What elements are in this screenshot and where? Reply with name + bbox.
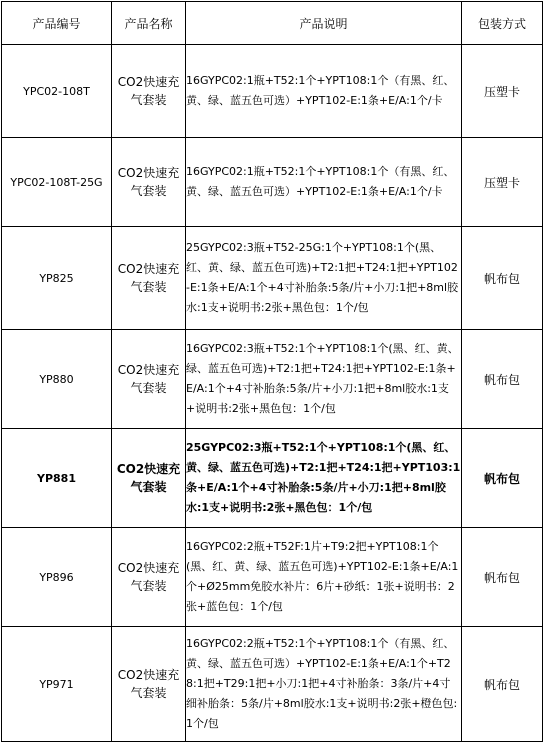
product-code: YP881 bbox=[2, 429, 112, 528]
table-row bbox=[2, 45, 543, 138]
packaging-type: 压塑卡 bbox=[462, 138, 543, 227]
product-code: YPC02-108T bbox=[2, 45, 112, 138]
table-row bbox=[2, 330, 543, 429]
table-row bbox=[2, 528, 543, 627]
product-description: 16GYPC02:3瓶+T52:1个+YPT108:1个(黑、红、黄、绿、蓝五色可选)+T2:1把+T24:1把+YPT102-E:1条+E/A:1个+4寸补胎条:5条/片+小刀:1把+8ml胶水:1支+说明书:2张+黑色包：1个/包 bbox=[186, 330, 462, 429]
product-description: 25GYPC02:3瓶+T52:1个+YPT108:1个(黑、红、黄、绿、蓝五色可选)+T2:1把+T24:1把+YPT103:1条+E/A:1个+4寸补胎条:5条/片+小刀:1把+8ml胶水:1支+说明书:2张+黑色包：1个/包 bbox=[186, 429, 462, 528]
product-code: YP896 bbox=[2, 528, 112, 627]
product-name: CO2快速充气套装 bbox=[112, 227, 186, 330]
packaging-type: 帆布包 bbox=[462, 330, 543, 429]
product-description: 16GYPC02:2瓶+T52:1个+YPT108:1个（有黑、红、黄、绿、蓝五色可选）+YPT102-E:1条+E/A:1个+T28:1把+T29:1把+小刀:1把+4寸补胎条：3条/片+4寸细补胎条：5条/片+8ml胶水:1支+说明书:2张+橙色包:1个/包 bbox=[186, 627, 462, 742]
product-code: YP971 bbox=[2, 627, 112, 742]
product-name: CO2快速充气套装 bbox=[112, 528, 186, 627]
packaging-type: 帆布包 bbox=[462, 627, 543, 742]
product-description: 25GYPC02:3瓶+T52-25G:1个+YPT108:1个(黑、红、黄、绿、蓝五色可选)+T2:1把+T24:1把+YPT102-E:1条+E/A:1个+4寸补胎条:5条/片+小刀:1把+8ml胶水:1支+说明书:2张+黑色包：1个/包 bbox=[186, 227, 462, 330]
product-code: YPC02-108T-25G bbox=[2, 138, 112, 227]
packaging-type: 压塑卡 bbox=[462, 45, 543, 138]
table-row bbox=[2, 227, 543, 330]
product-name: CO2快速充气套装 bbox=[112, 429, 186, 528]
table-row-highlighted bbox=[2, 429, 543, 528]
product-table bbox=[1, 1, 543, 742]
table-row bbox=[2, 138, 543, 227]
header-packaging: 包装方式 bbox=[462, 2, 543, 45]
packaging-type: 帆布包 bbox=[462, 528, 543, 627]
product-description: 16GYPC02:1瓶+T52:1个+YPT108:1个（有黑、红、黄、绿、蓝五色可选）+YPT102-E:1条+E/A:1个/卡 bbox=[186, 138, 462, 227]
header-product-name: 产品名称 bbox=[112, 2, 186, 45]
product-name: CO2快速充气套装 bbox=[112, 45, 186, 138]
product-description: 16GYPC02:2瓶+T52F:1片+T9:2把+YPT108:1个(黑、红、黄、绿、蓝五色可选)+YPT102-E:1条+E/A:1个+Ø25mm免胶水补片：6片+砂纸：1张+说明书：2张+蓝色包：1个/包 bbox=[186, 528, 462, 627]
product-name: CO2快速充气套装 bbox=[112, 330, 186, 429]
header-product-code: 产品编号 bbox=[2, 2, 112, 45]
header-product-description: 产品说明 bbox=[186, 2, 462, 45]
product-name: CO2快速充气套装 bbox=[112, 138, 186, 227]
table-header-row bbox=[2, 2, 543, 45]
packaging-type: 帆布包 bbox=[462, 227, 543, 330]
packaging-type: 帆布包 bbox=[462, 429, 543, 528]
product-description: 16GYPC02:1瓶+T52:1个+YPT108:1个（有黑、红、黄、绿、蓝五色可选）+YPT102-E:1条+E/A:1个/卡 bbox=[186, 45, 462, 138]
product-code: YP880 bbox=[2, 330, 112, 429]
product-name: CO2快速充气套装 bbox=[112, 627, 186, 742]
product-code: YP825 bbox=[2, 227, 112, 330]
table-row bbox=[2, 627, 543, 742]
